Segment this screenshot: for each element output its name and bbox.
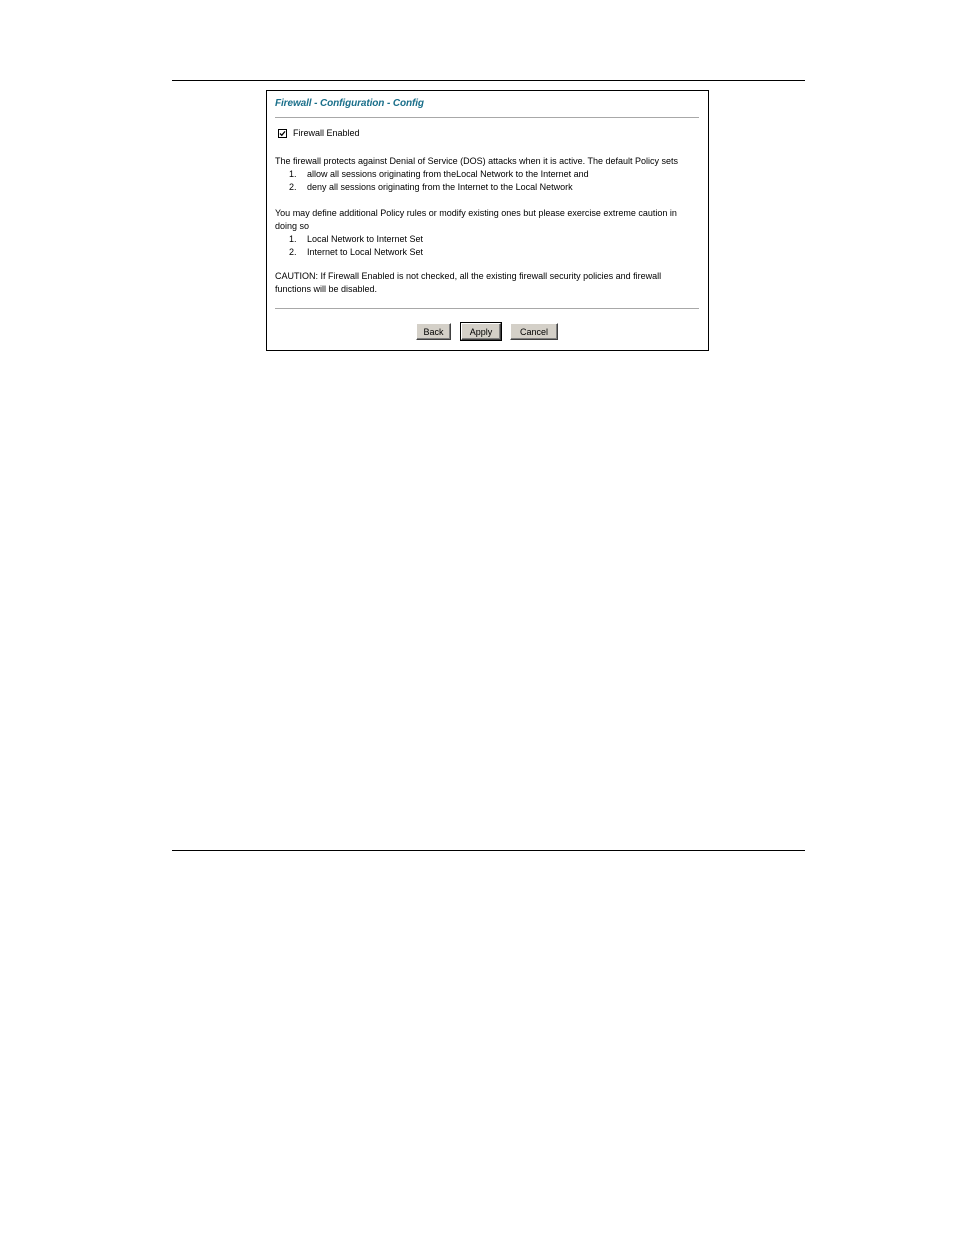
list-item: 1. Local Network to Internet Set [289,234,424,244]
firewall-config-panel [266,90,709,351]
page-title: Firewall - Configuration - Config [275,98,424,109]
button-divider [275,308,699,309]
button-bar [267,323,708,341]
intro-text: The firewall protects against Denial of Service (DOS) attacks when it is active. The default Policy sets [275,156,679,166]
caution-text-line1: CAUTION: If Firewall Enabled is not checked, all the existing firewall security policies and firewall [275,271,662,281]
list-item: 2. Internet to Local Network Set [289,247,424,257]
firewall-enabled-checkbox[interactable] [278,129,287,138]
intro-paragraph [275,155,699,194]
page-footer-rule [172,850,805,851]
firewall-enabled-row [278,128,360,138]
caution-paragraph [275,270,699,296]
checkmark-icon [279,130,286,137]
list-item: 2. deny all sessions originating from the Internet to the Local Network [289,182,573,192]
title-divider [275,117,699,118]
policy-text-line1: You may define additional Policy rules or modify existing ones but please exercise extreme caution in [275,208,677,218]
list-item: 1. allow all sessions originating from theLocal Network to the Internet and [289,169,589,179]
back-button[interactable]: Back [416,323,451,340]
caution-text-line2: functions will be disabled. [275,284,378,294]
policy-text-line2: doing so [275,221,310,231]
policy-paragraph [275,207,699,259]
apply-button[interactable]: Apply [461,323,501,340]
page-header-rule [172,80,805,81]
firewall-enabled-label[interactable]: Firewall Enabled [293,128,360,138]
cancel-button[interactable]: Cancel [510,323,558,340]
